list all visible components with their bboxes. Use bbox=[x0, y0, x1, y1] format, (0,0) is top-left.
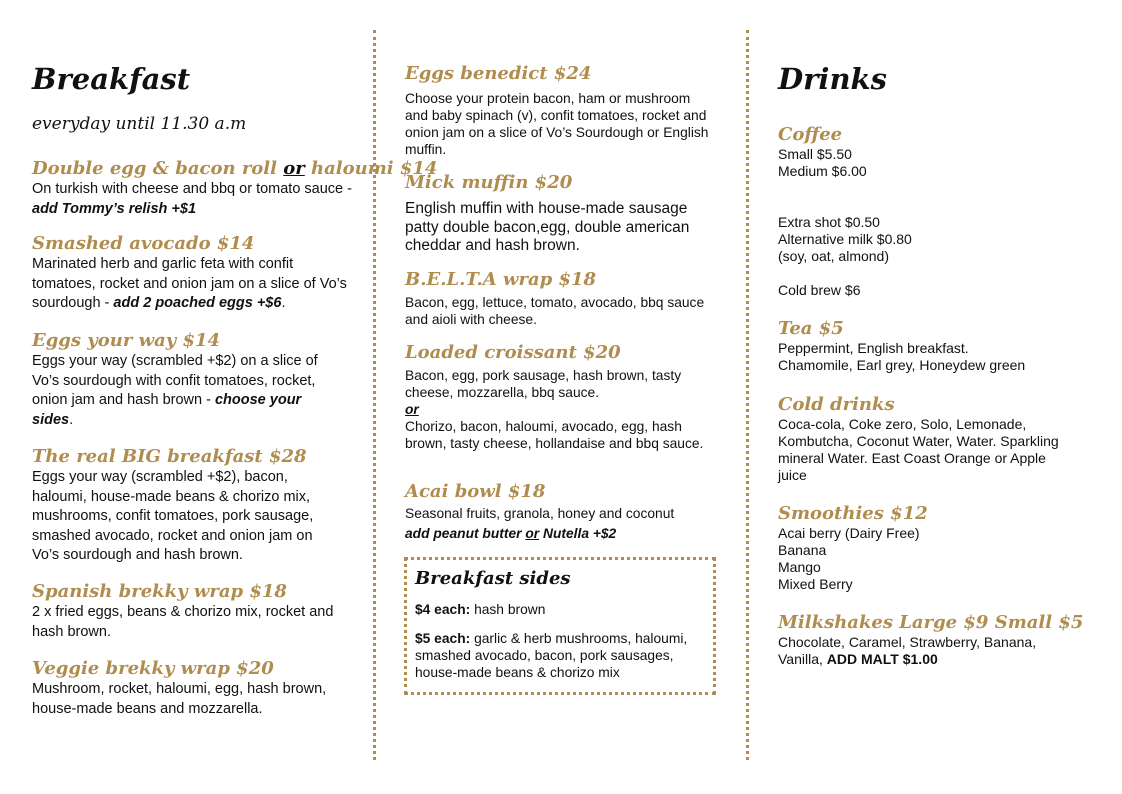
item-description: Mushroom, rocket, haloumi, egg, hash brown, house-made beans and mozzarella. bbox=[32, 681, 327, 717]
drink-line: Mixed Berry bbox=[778, 576, 853, 592]
drink-line: Cold brew $6 bbox=[778, 282, 861, 298]
column-divider-left bbox=[373, 30, 376, 760]
drink-line: Alternative milk $0.80 bbox=[778, 231, 912, 247]
item-description: Choose your protein bacon, ham or mushroom and baby spinach (v), confit tomatoes, rocket and onion jam on a slice of Vo’s Sourdough or English muffin. bbox=[405, 91, 709, 157]
item-title: Eggs your way $14 bbox=[32, 330, 221, 351]
menu-item-big-breakfast bbox=[32, 446, 332, 566]
column-divider-right bbox=[746, 30, 749, 760]
drinks-heading: Drinks bbox=[778, 62, 887, 96]
item-description: Bacon, egg, pork sausage, hash brown, tasty cheese, mozzarella, bbq sauce. bbox=[405, 368, 682, 400]
drink-title: Smoothies $12 bbox=[778, 503, 928, 524]
drink-line: Small $5.50 bbox=[778, 146, 852, 162]
drink-line: Chamomile, Earl grey, Honeydew green bbox=[778, 357, 1026, 373]
item-description: Eggs your way (scrambled +$2) on a slice of Vo’s sourdough with confit tomatoes, rocket, onion jam and hash brown - choose your sides. bbox=[32, 353, 318, 428]
drink-coffee bbox=[778, 124, 1078, 299]
item-description: 2 x fried eggs, beans & chorizo mix, rocket and hash brown. bbox=[32, 604, 334, 640]
drink-line: Peppermint, English breakfast. bbox=[778, 340, 969, 356]
menu-item-eggs-your-way bbox=[32, 330, 332, 430]
breakfast-sides-box bbox=[404, 557, 716, 695]
item-title: Veggie brekky wrap $20 bbox=[32, 658, 274, 679]
item-title: Mick muffin $20 bbox=[405, 172, 573, 193]
menu-item-eggs-benedict bbox=[405, 63, 717, 158]
drink-smoothies bbox=[778, 503, 1078, 593]
item-title: The real BIG breakfast $28 bbox=[32, 446, 307, 467]
drink-title: Milkshakes Large $9 Small $5 bbox=[778, 612, 1084, 633]
drink-tea bbox=[778, 318, 1078, 374]
item-title: Smashed avocado $14 bbox=[32, 233, 255, 254]
drink-line: Medium $6.00 bbox=[778, 163, 867, 179]
menu-item-veggie-wrap bbox=[32, 658, 342, 719]
item-title: Acai bowl $18 bbox=[405, 481, 546, 502]
item-title: B.E.L.T.A wrap $18 bbox=[405, 269, 597, 290]
item-description: English muffin with house-made sausage patty double bacon,egg, double american cheddar and hash brown. bbox=[405, 200, 690, 254]
item-title: Double egg & bacon roll or haloumi $14 bbox=[32, 158, 438, 179]
item-description: Marinated herb and garlic feta with confit tomatoes, rocket and onion jam on a slice of Vo’s sourdough - add 2 poached eggs +$6. bbox=[32, 256, 347, 311]
item-title: Spanish brekky wrap $18 bbox=[32, 581, 287, 602]
drink-cold-drinks bbox=[778, 394, 1078, 484]
drink-line: Extra shot $0.50 bbox=[778, 214, 880, 230]
item-description: Seasonal fruits, granola, honey and coconut bbox=[405, 506, 675, 521]
breakfast-heading: Breakfast bbox=[32, 62, 191, 96]
item-title: Eggs benedict $24 bbox=[405, 63, 592, 84]
menu-item-smashed-avocado bbox=[32, 233, 352, 314]
item-description: Eggs your way (scrambled +$2), bacon, haloumi, house-made beans & chorizo mix, mushrooms, confit tomatoes, pork sausage, smashed avocado, rocket and onion jam on Vo’s sourdough and hash brown. bbox=[32, 469, 314, 563]
drink-line: (soy, oat, almond) bbox=[778, 248, 890, 264]
drink-title: Tea $5 bbox=[778, 318, 844, 339]
item-description: Bacon, egg, lettuce, tomato, avocado, bbq sauce and aioli with cheese. bbox=[405, 295, 705, 327]
sides-title: Breakfast sides bbox=[415, 568, 571, 589]
item-extra: add peanut butter or Nutella +$2 bbox=[405, 526, 617, 541]
drink-title: Cold drinks bbox=[778, 394, 895, 415]
item-description: On turkish with cheese and bbq or tomato sauce - add Tommy’s relish +$1 bbox=[32, 181, 352, 217]
menu-item-double-egg-roll bbox=[32, 158, 438, 219]
item-description-alt: Chorizo, bacon, haloumi, avocado, egg, hash brown, tasty cheese, hollandaise and bbq sauce. bbox=[405, 419, 704, 451]
drink-title: Coffee bbox=[778, 124, 843, 145]
sides-line-5: $5 each: garlic & herb mushrooms, haloumi, smashed avocado, bacon, pork sausages, house-made beans & chorizo mix bbox=[415, 631, 688, 680]
menu-item-belta-wrap bbox=[405, 269, 717, 328]
menu-item-spanish-wrap bbox=[32, 581, 352, 642]
drink-line: Acai berry (Dairy Free) bbox=[778, 525, 920, 541]
drink-description: Coca-cola, Coke zero, Solo, Lemonade, Kombutcha, Coconut Water, Water. Sparkling mineral Water. East Coast Orange or Apple juice bbox=[778, 416, 1059, 483]
drink-description: Chocolate, Caramel, Strawberry, Banana, Vanilla, ADD MALT $1.00 bbox=[778, 634, 1037, 667]
menu-item-loaded-croissant bbox=[405, 342, 715, 452]
drink-line: Mango bbox=[778, 559, 821, 575]
item-title: Loaded croissant $20 bbox=[405, 342, 621, 363]
drink-milkshakes bbox=[778, 612, 1084, 668]
drink-line: Banana bbox=[778, 542, 827, 558]
item-or-label: or bbox=[405, 402, 419, 417]
sides-line-4: $4 each: hash brown bbox=[415, 602, 546, 617]
breakfast-subheading: everyday until 11.30 a.m bbox=[32, 114, 247, 134]
menu-item-acai-bowl bbox=[405, 481, 717, 542]
menu-item-mick-muffin bbox=[405, 172, 715, 256]
